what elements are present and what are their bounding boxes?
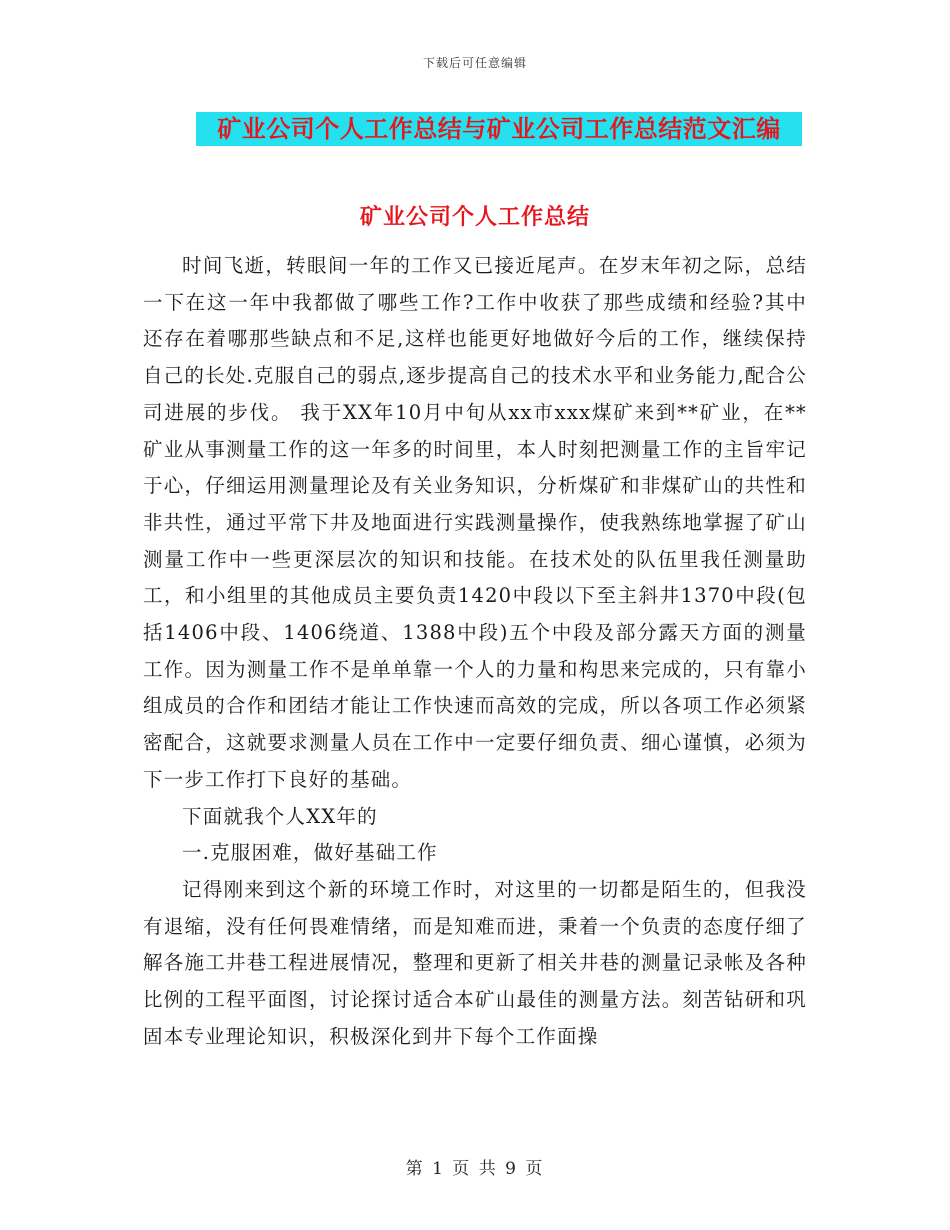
title-highlight [196,112,802,146]
page-number: 第 1 页 共 9 页 [405,1159,545,1179]
body-text [143,248,807,1055]
section-title: 矿业公司个人工作总结 [359,204,590,230]
header-note: 下载后可任意编辑 [422,56,527,70]
paragraph-3: 一.克服困难，做好基础工作 [182,841,438,865]
paragraph-1: 时间飞逝，转眼间一年的工作又已接近尾声。在岁末年初之际，总结一下在这一年中我都做了哪些工作?工作中收获了那些成绩和经验?其中还存在着哪那些缺点和不足,这样也能更好地做好今后的工作，继续保持自己的长处.克服自己的弱点,逐步提高自己的技术水平和业务能力,配合公司进展的步伐。 我于XX年10月中旬从xx市xxx煤矿来到**矿业，在**矿业从事测量工作的这一年多的时间里，本人时刻把测量工作的主旨牢记于心，仔细运用测量理论及有关业务知识，分析煤矿和非煤矿山的共性和非共性，通过平常下井及地面进行实践测量操作，使我熟练地掌握了矿山测量工作中一些更深层次的知识和技能。在技术处的队伍里我任测量助工，和小组里的其他成员主要负责1420中段以下至主斜井1370中段(包括1406中段、1406绕道、1388中段)五个中段及部分露天方面的测量工作。因为测量工作不是单单靠一个人的力量和构思来完成的，只有靠小组成员的合作和团结才能让工作快速而高效的完成，所以各项工作必须紧密配合，这就要求测量人员在工作中一定要仔细负责、细心谨慎，必须为下一步工作打下良好的基础。 [143,254,807,791]
paragraph-2: 下面就我个人XX年的 [182,804,378,828]
document-title: 矿业公司个人工作总结与矿业公司工作总结范文汇编 [217,114,781,143]
paragraph-4: 记得刚来到这个新的环境工作时，对这里的一切都是陌生的，但我没有退缩，没有任何畏难情绪，而是知难而进，秉着一个负责的态度仔细了解各施工井巷工程进展情况，整理和更新了相关井巷的测量记录帐及各种比例的工程平面图，讨论探讨适合本矿山最佳的测量方法。刻苦钻研和巩固本专业理论知识，积极深化到井下每个工作面操 [143,877,807,1048]
